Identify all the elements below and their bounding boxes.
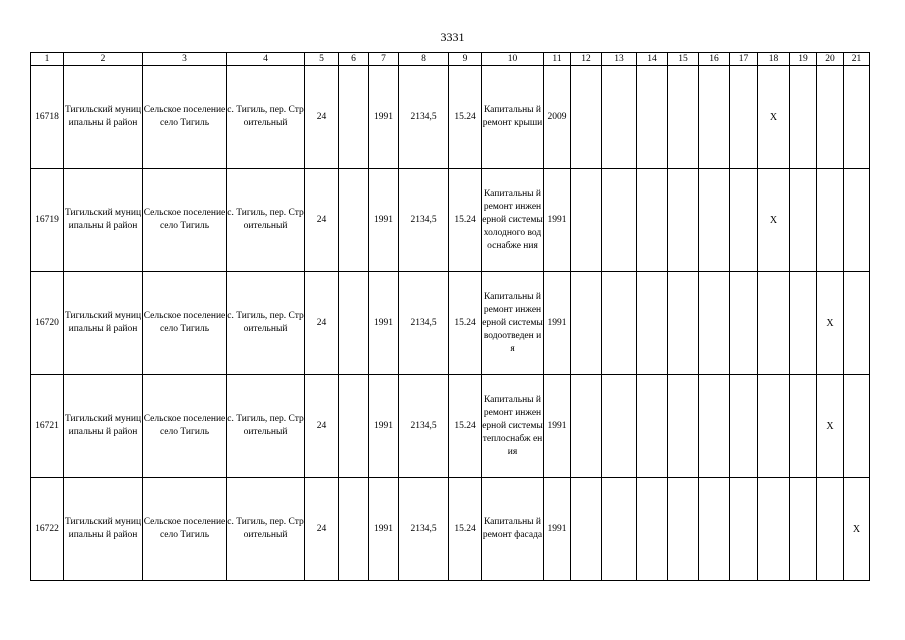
empty-cell [817,169,844,272]
cell-col-11: 1991 [544,478,571,581]
column-header-10: 10 [482,53,544,66]
empty-cell [790,375,817,478]
cell-col-1: 16719 [31,169,64,272]
cell-col-8: 2134,5 [399,169,449,272]
cell-col-6 [339,375,369,478]
column-header-14: 14 [637,53,668,66]
column-header-4: 4 [227,53,305,66]
empty-cell [790,66,817,169]
mark-cell: X [817,272,844,375]
empty-cell [668,478,699,581]
empty-cell [571,169,602,272]
empty-cell [699,272,730,375]
column-header-8: 8 [399,53,449,66]
empty-cell [817,66,844,169]
column-header-15: 15 [668,53,699,66]
cell-col-1: 16722 [31,478,64,581]
cell-col-7: 1991 [369,169,399,272]
empty-cell [602,478,637,581]
cell-col-2: Тигильский муниципальны й район [64,169,143,272]
cell-col-6 [339,66,369,169]
cell-col-5: 24 [305,66,339,169]
empty-cell [844,375,870,478]
column-header-11: 11 [544,53,571,66]
cell-col-9: 15.24 [449,478,482,581]
empty-cell [730,66,758,169]
column-header-17: 17 [730,53,758,66]
empty-cell [668,375,699,478]
cell-col-11: 1991 [544,375,571,478]
empty-cell [730,375,758,478]
cell-col-2: Тигильский муниципальны й район [64,478,143,581]
cell-col-9: 15.24 [449,169,482,272]
cell-col-1: 16721 [31,375,64,478]
cell-col-10: Капитальны й ремонт инженерной системы теплоснабж ения [482,375,544,478]
mark-cell: X [758,66,790,169]
empty-cell [637,66,668,169]
column-header-9: 9 [449,53,482,66]
cell-col-11: 1991 [544,272,571,375]
cell-col-5: 24 [305,272,339,375]
cell-col-4: с. Тигиль, пер. Строительный [227,478,305,581]
cell-col-5: 24 [305,478,339,581]
mark-cell: X [817,375,844,478]
cell-col-2: Тигильский муниципальны й район [64,272,143,375]
cell-col-1: 16720 [31,272,64,375]
empty-cell [602,169,637,272]
cell-col-7: 1991 [369,66,399,169]
empty-cell [730,272,758,375]
cell-col-2: Тигильский муниципальны й район [64,66,143,169]
column-header-1: 1 [31,53,64,66]
table-body [31,66,870,581]
cell-col-3: Сельское поселение село Тигиль [143,272,227,375]
cell-col-3: Сельское поселение село Тигиль [143,66,227,169]
cell-col-6 [339,169,369,272]
cell-col-7: 1991 [369,375,399,478]
empty-cell [637,169,668,272]
empty-cell [844,272,870,375]
empty-cell [668,66,699,169]
empty-cell [602,375,637,478]
cell-col-7: 1991 [369,272,399,375]
column-header-12: 12 [571,53,602,66]
empty-cell [668,169,699,272]
empty-cell [817,478,844,581]
empty-cell [637,375,668,478]
cell-col-9: 15.24 [449,375,482,478]
table-row [31,169,870,272]
cell-col-8: 2134,5 [399,66,449,169]
empty-cell [844,169,870,272]
cell-col-11: 1991 [544,169,571,272]
cell-col-10: Капитальны й ремонт фасада [482,478,544,581]
empty-cell [790,478,817,581]
column-header-2: 2 [64,53,143,66]
column-header-18: 18 [758,53,790,66]
cell-col-4: с. Тигиль, пер. Строительный [227,66,305,169]
cell-col-3: Сельское поселение село Тигиль [143,375,227,478]
column-header-16: 16 [699,53,730,66]
column-header-6: 6 [339,53,369,66]
column-header-19: 19 [790,53,817,66]
cell-col-8: 2134,5 [399,272,449,375]
cell-col-10: Капитальны й ремонт инженерной системы холодного водоснабже ния [482,169,544,272]
cell-col-10: Капитальны й ремонт крыши [482,66,544,169]
cell-col-8: 2134,5 [399,375,449,478]
cell-col-8: 2134,5 [399,478,449,581]
column-header-21: 21 [844,53,870,66]
cell-col-9: 15.24 [449,272,482,375]
empty-cell [602,272,637,375]
table-row [31,375,870,478]
empty-cell [730,478,758,581]
empty-cell [844,66,870,169]
empty-cell [668,272,699,375]
column-header-13: 13 [602,53,637,66]
empty-cell [699,478,730,581]
cell-col-10: Капитальны й ремонт инженерной системы водоотведен ия [482,272,544,375]
column-header-20: 20 [817,53,844,66]
table-row [31,272,870,375]
empty-cell [699,375,730,478]
empty-cell [699,66,730,169]
empty-cell [758,272,790,375]
column-header-7: 7 [369,53,399,66]
table-row [31,478,870,581]
column-header-3: 3 [143,53,227,66]
empty-cell [790,169,817,272]
header-row [31,53,870,66]
cell-col-1: 16718 [31,66,64,169]
cell-col-4: с. Тигиль, пер. Строительный [227,272,305,375]
cell-col-9: 15.24 [449,66,482,169]
repair-table [30,52,870,581]
cell-col-6 [339,272,369,375]
cell-col-4: с. Тигиль, пер. Строительный [227,375,305,478]
empty-cell [637,478,668,581]
empty-cell [758,478,790,581]
cell-col-7: 1991 [369,478,399,581]
table-row [31,66,870,169]
page-number: 3331 [440,30,465,44]
empty-cell [571,375,602,478]
empty-cell [637,272,668,375]
cell-col-5: 24 [305,169,339,272]
empty-cell [571,66,602,169]
cell-col-3: Сельское поселение село Тигиль [143,478,227,581]
empty-cell [730,169,758,272]
empty-cell [571,272,602,375]
cell-col-11: 2009 [544,66,571,169]
cell-col-5: 24 [305,375,339,478]
cell-col-4: с. Тигиль, пер. Строительный [227,169,305,272]
empty-cell [602,66,637,169]
mark-cell: X [758,169,790,272]
cell-col-2: Тигильский муниципальны й район [64,375,143,478]
empty-cell [699,169,730,272]
cell-col-6 [339,478,369,581]
mark-cell: X [844,478,870,581]
column-header-5: 5 [305,53,339,66]
empty-cell [758,375,790,478]
cell-col-3: Сельское поселение село Тигиль [143,169,227,272]
empty-cell [790,272,817,375]
empty-cell [571,478,602,581]
